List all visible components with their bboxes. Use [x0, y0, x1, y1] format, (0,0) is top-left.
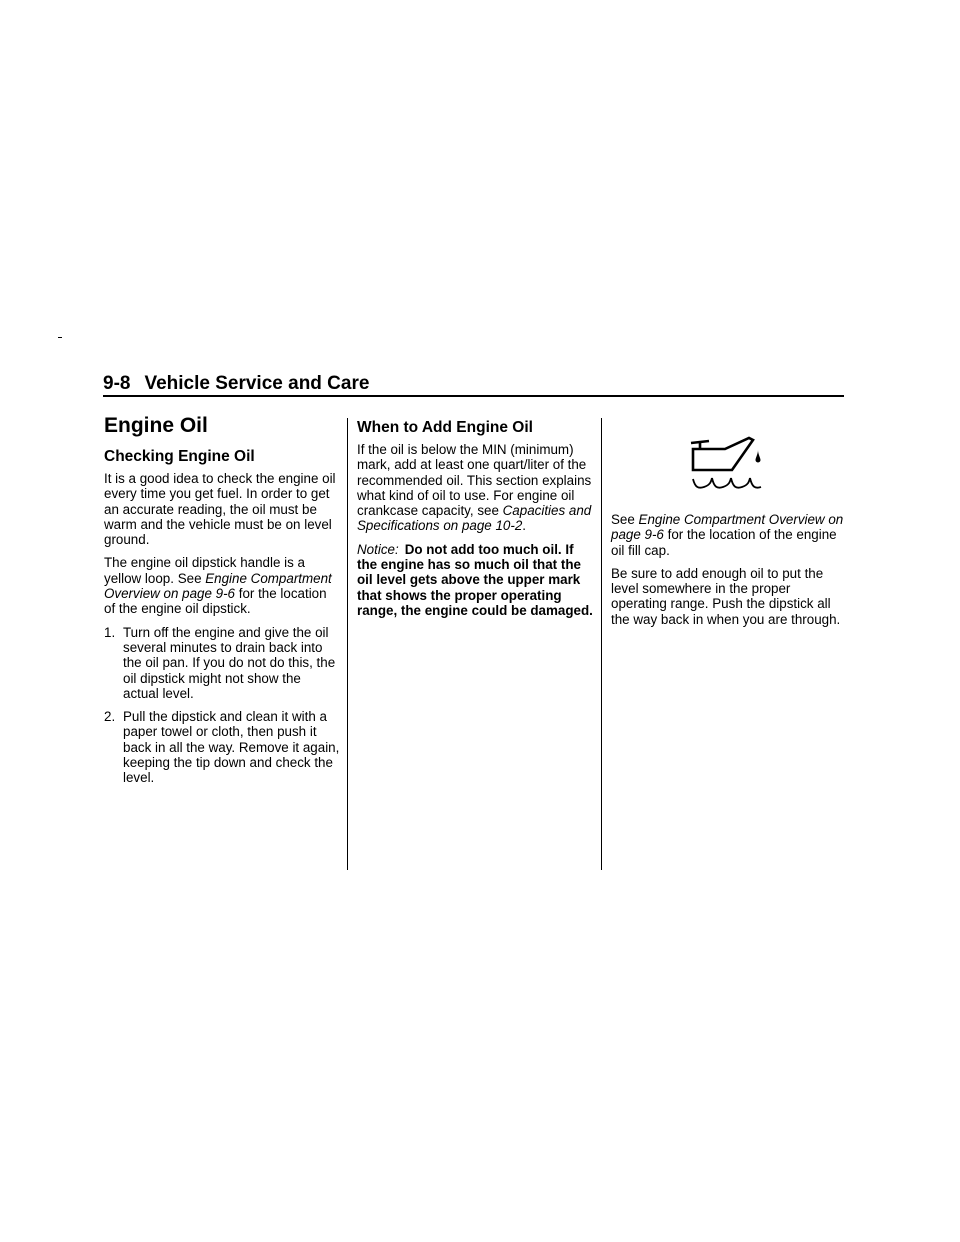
oil-can-icon: [685, 436, 765, 498]
paragraph: Be sure to add enough oil to put the level somewhere in the proper operating range. Push the dipstick all the way back in when you are through.: [611, 565, 841, 627]
subsection-title-checking: Checking Engine Oil: [104, 448, 255, 465]
page-header: [103, 372, 843, 396]
notice: [357, 542, 593, 618]
text: If the oil is below the MIN (minimum) mark, add at least one quart/liter of the recommended oil. This section explains what kind of oil to use. For engine oil crankcase capacity, see: [357, 442, 592, 519]
page-number: 9-8: [103, 373, 131, 394]
steps-list: [104, 625, 340, 786]
subsection-title-when-to-add: When to Add Engine Oil: [357, 419, 533, 436]
column-2: [357, 418, 593, 626]
text: The engine oil dipstick handle is a yellow loop. See: [104, 555, 305, 586]
column-divider-2: [601, 418, 602, 870]
column-1: [104, 412, 340, 794]
cross-reference-link[interactable]: Capacities and Specifications on page 10-2: [357, 503, 592, 534]
notice-label: Notice:: [357, 541, 399, 557]
list-item: [104, 625, 340, 701]
cross-reference-link[interactable]: Engine Compartment Overview on page 9-6: [104, 570, 332, 602]
paragraph: [104, 555, 340, 616]
step-text: Turn off the engine and give the oil several minutes to drain back into the oil pan. If you do not do this, the oil dipstick might not show the actual level.: [123, 624, 336, 701]
paragraph: [611, 512, 847, 558]
paragraph: [357, 442, 593, 534]
list-item: [104, 709, 340, 785]
text: for the location of the engine oil fill cap.: [611, 527, 837, 558]
chapter-title: Vehicle Service and Care: [144, 373, 370, 394]
notice-text: Do not add too much oil. If the engine has so much oil that the oil level gets above the upper mark that shows the proper operating range, the engine could be damaged.: [357, 541, 593, 618]
text: for the location of the engine oil dipstick.: [104, 586, 327, 617]
cross-reference-link[interactable]: Engine Compartment Overview on page 9-6: [611, 512, 844, 543]
column-3: [611, 418, 847, 635]
text: .: [522, 518, 526, 534]
crop-mark: [58, 337, 62, 338]
step-number: 2.: [104, 709, 116, 725]
paragraph: It is a good idea to check the engine oil every time you get fuel. In order to get an accurate reading, the oil must be warm and the vehicle must be on level ground.: [104, 471, 336, 548]
text: See: [611, 512, 639, 527]
section-title: Engine Oil: [104, 414, 208, 437]
step-text: Pull the dipstick and clean it with a paper towel or cloth, then push it back in all the way. Remove it again, keeping the tip down and check the level.: [123, 709, 340, 786]
column-divider-1: [347, 418, 348, 870]
header-rule: [103, 395, 844, 397]
step-number: 1.: [104, 624, 116, 640]
